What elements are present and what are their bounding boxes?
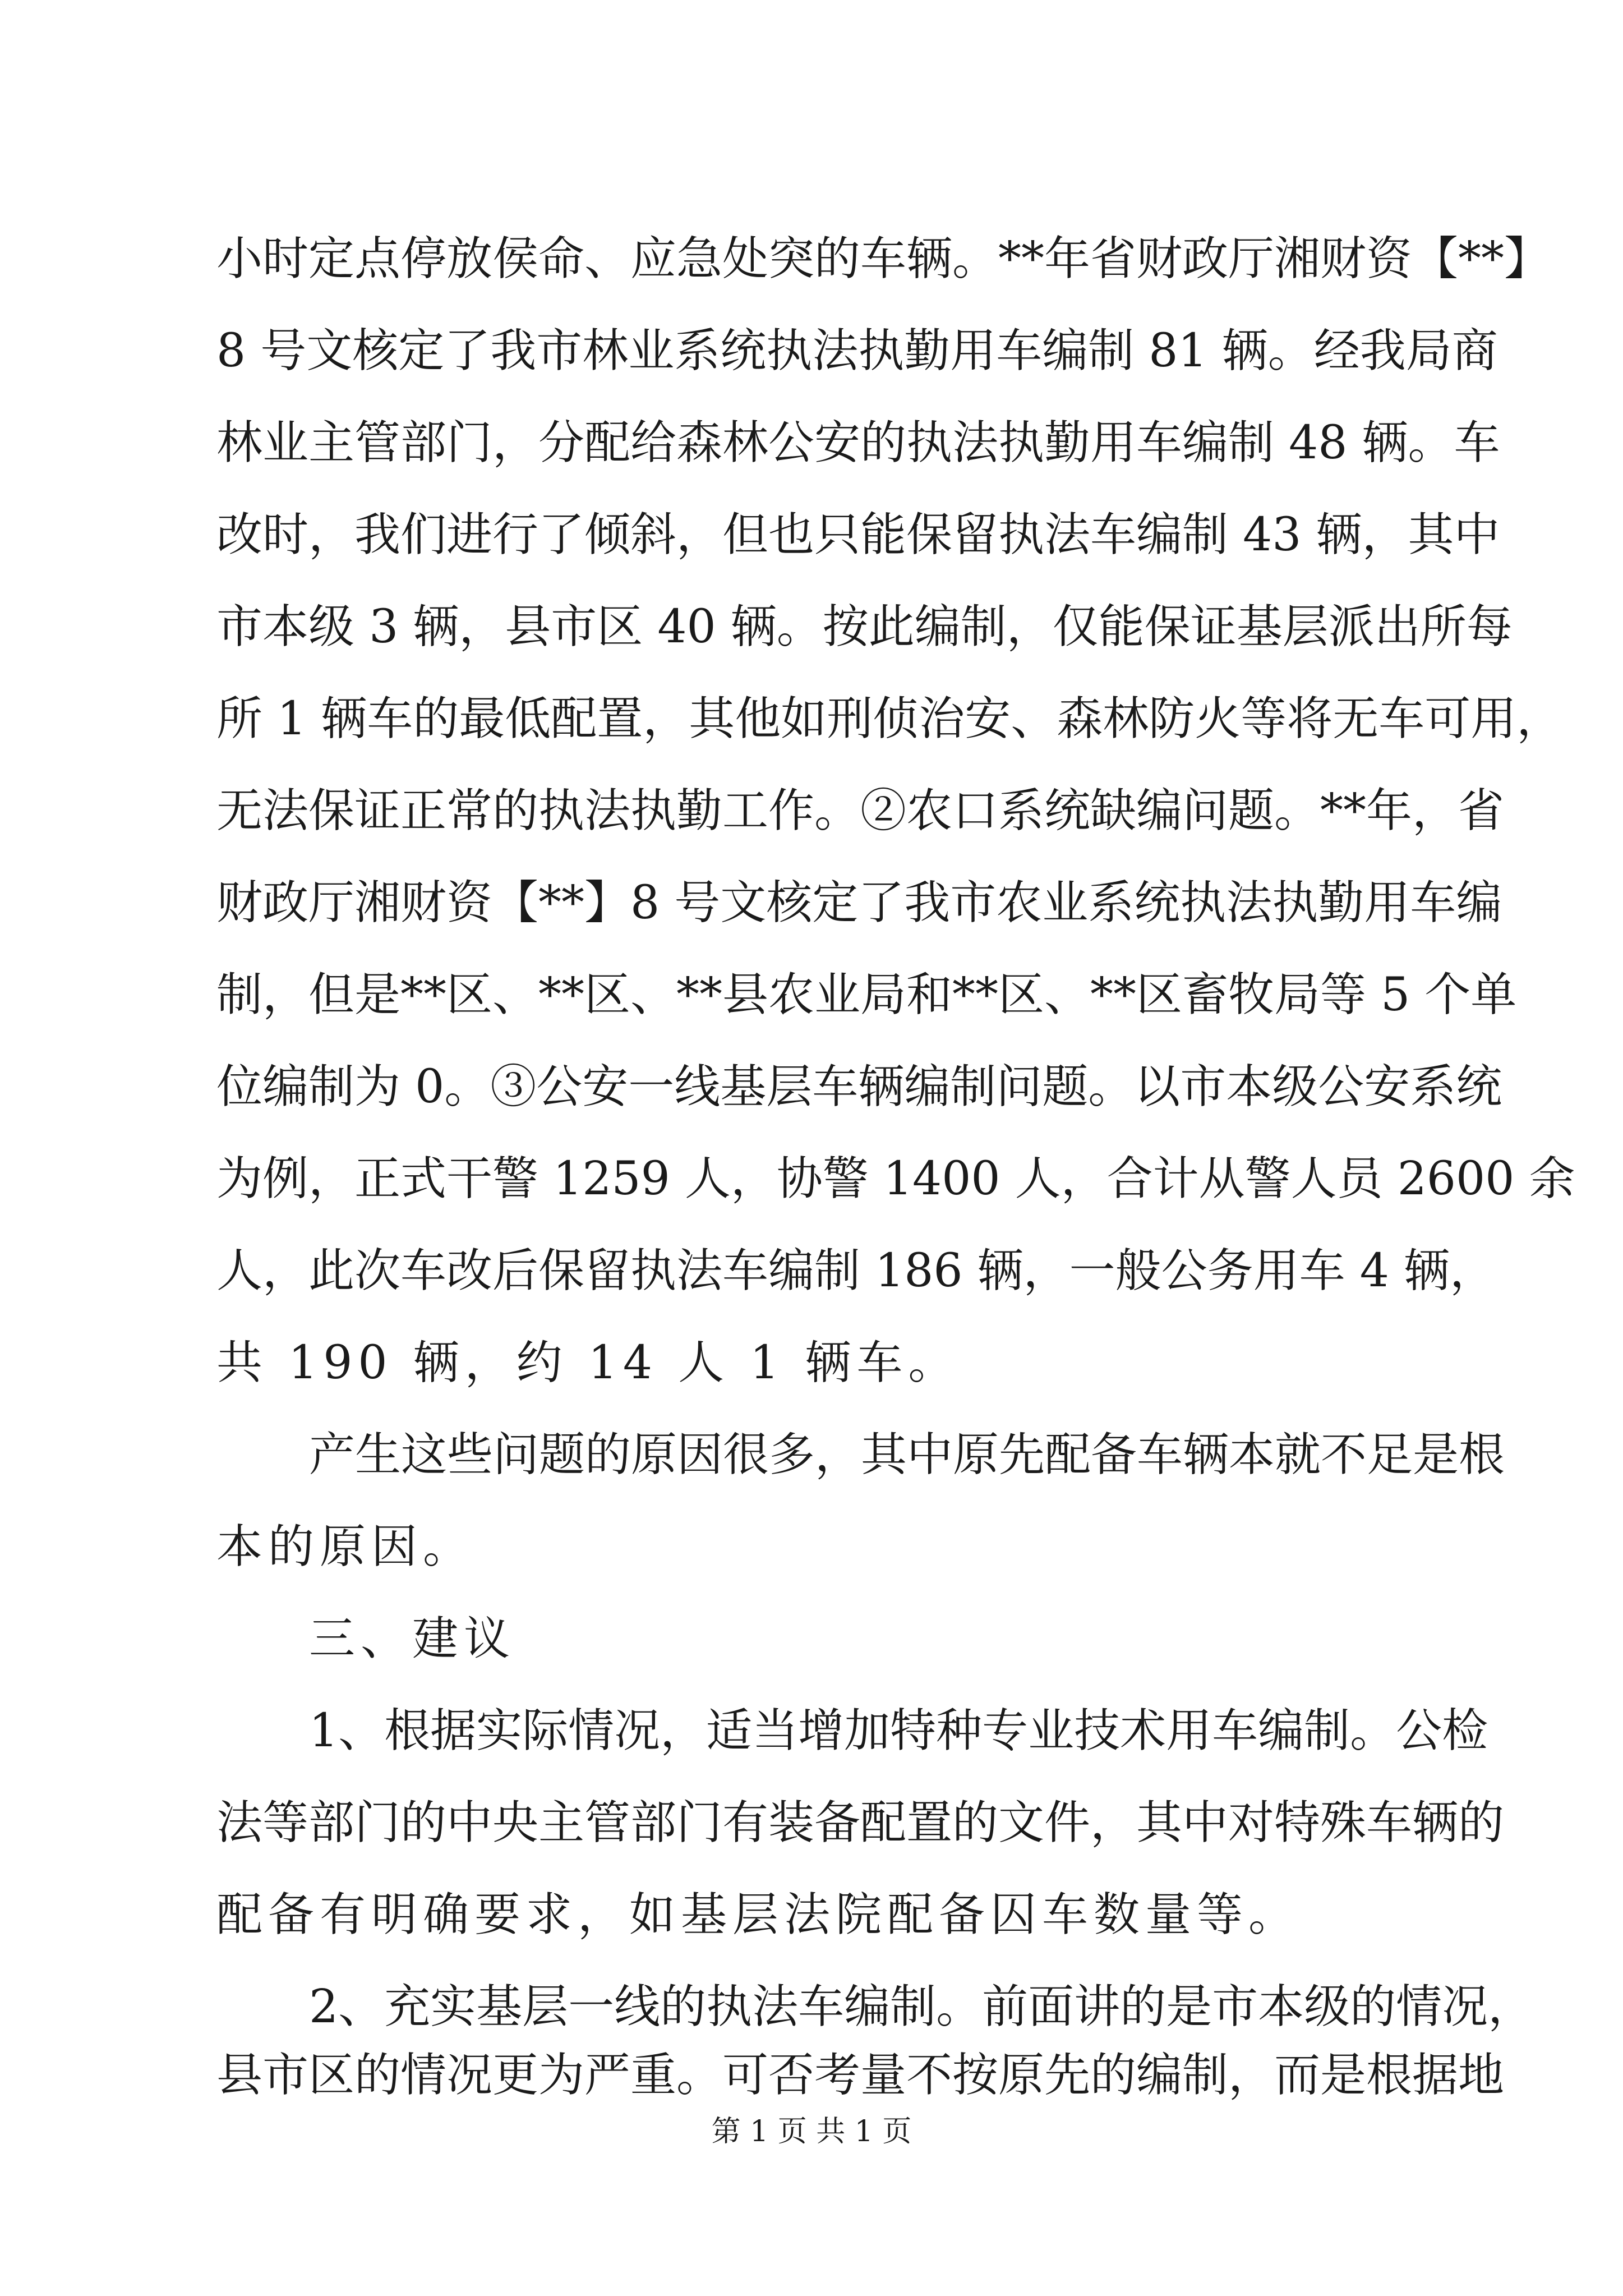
- text-line: 制，但是**区、**区、**县农业局和**区、**区畜牧局等 5 个单: [216, 968, 1517, 1022]
- text-line: 为例，正式干警 1259 人，协警 1400 人，合计从警人员 2600 余: [216, 1152, 1575, 1205]
- paragraph-first-line: 2、充实基层一线的执法车编制。前面讲的是市本级的情况，: [309, 1980, 1534, 2033]
- text-line: 共 190 辆，约 14 人 1 辆车。: [216, 1336, 960, 1389]
- text-line: 小时定点停放侯命、应急处突的车辆。**年省财政厅湘财资【**】: [216, 232, 1551, 286]
- text-line: 林业主管部门，分配给森林公安的执法执勤用车编制 48 辆。车: [216, 416, 1500, 470]
- text-line: 财政厅湘财资【**】8 号文核定了我市农业系统执法执勤用车编: [216, 876, 1502, 930]
- paragraph-first-line: 1、根据实际情况，适当增加特种专业技术用车编制。公检: [309, 1704, 1488, 1757]
- text-line: 法等部门的中央主管部门有装备配置的文件，其中对特殊车辆的: [216, 1796, 1505, 1849]
- text-line: 所 1 辆车的最低配置，其他如刑侦治安、森林防火等将无车可用，: [216, 692, 1563, 746]
- text-line: 8 号文核定了我市林业系统执法执勤用车编制 81 辆。经我局商: [216, 324, 1498, 378]
- text-line: 人，此次车改后保留执法车编制 186 辆，一般公务用车 4 辆，: [216, 1244, 1496, 1297]
- text-line: 市本级 3 辆，县市区 40 辆。按此编制，仅能保证基层派出所每: [216, 600, 1513, 654]
- text-line: 配备有明确要求，如基层法院配备囚车数量等。: [216, 1888, 1301, 1941]
- text-line: 县市区的情况更为严重。可否考量不按原先的编制，而是根据地: [216, 2049, 1505, 2102]
- text-line: 改时，我们进行了倾斜，但也只能保留执法车编制 43 辆，其中: [216, 508, 1500, 562]
- text-line: 无法保证正常的执法执勤工作。②农口系统缺编问题。**年，省: [216, 784, 1505, 838]
- page-footer: 第 1 页 共 1 页: [711, 2115, 912, 2148]
- section-heading: 三、建议: [309, 1612, 516, 1665]
- text-line: 本的原因。: [216, 1520, 475, 1573]
- text-line: 位编制为 0。③公安一线基层车辆编制问题。以市本级公安系统: [216, 1060, 1502, 1114]
- paragraph-first-line: 产生这些问题的原因很多，其中原先配备车辆本就不足是根: [309, 1428, 1505, 1481]
